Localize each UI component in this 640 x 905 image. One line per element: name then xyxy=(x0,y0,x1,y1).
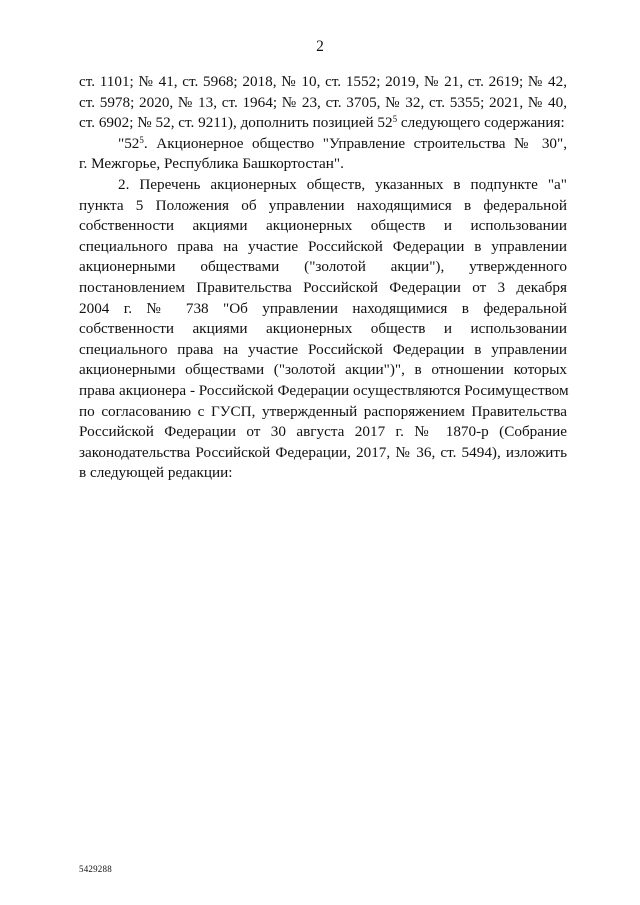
page-number: 2 xyxy=(316,38,324,55)
paragraph-start: 2. Перечень акционерных обществ, указанных в подпункте "а" xyxy=(118,175,567,193)
text-line: г. Межгорье, Республика Башкортостан". xyxy=(79,155,344,173)
position-item xyxy=(79,134,567,155)
text-line: в следующей редакции: xyxy=(79,464,233,482)
text-line: законодательства Российской Федерации, 2017, № 36, ст. 5494), изложить xyxy=(79,443,567,461)
document-body xyxy=(79,72,567,484)
superscript: 5 xyxy=(139,134,144,145)
text-line: по согласованию с ГУСП, утвержденный распоряжением Правительства xyxy=(79,402,567,420)
superscript: 5 xyxy=(392,114,398,125)
text-line: ст. 1101; № 41, ст. 5968; 2018, № 10, ст. 1552; 2019, № 21, ст. 2619; № 42, xyxy=(79,73,567,90)
text-line: акционерными обществами ("золотой акции"), утвержденного xyxy=(79,258,567,276)
text-fragment: "52 xyxy=(118,134,140,152)
text-line: пункта 5 Положения об управлении находящимися в федеральной xyxy=(79,196,567,214)
text-line: акционерными обществами ("золотой акции")", в отношении которых xyxy=(79,361,567,379)
text-line xyxy=(79,113,567,134)
text-line: собственности акциями акционерных обществ и использовании xyxy=(79,217,567,235)
text-line: Российской Федерации от 30 августа 2017 г. № 1870-р (Собрание xyxy=(79,423,567,441)
text-line: специального права на участие Российской Федерации в управлении xyxy=(79,340,567,358)
text-line: постановлением Правительства Российской Федерации от 3 декабря xyxy=(79,278,567,296)
text-fragment: ст. 6902; № 52, ст. 9211), дополнить позицией 52 xyxy=(79,114,393,132)
text-line: собственности акциями акционерных обществ и использовании xyxy=(79,320,567,338)
text-line: ст. 5978; 2020, № 13, ст. 1964; № 23, ст. 3705, № 32, ст. 5355; 2021, № 40, xyxy=(79,93,567,111)
text-line: 2004 г. № 738 "Об управлении находящимися в федеральной xyxy=(79,299,567,317)
document-code: 5429288 xyxy=(79,864,112,874)
text-fragment: . Акционерное общество "Управление строительства № 30", xyxy=(143,134,567,152)
text-line: специального права на участие Российской Федерации в управлении xyxy=(79,237,567,255)
text-fragment: следующего содержания: xyxy=(397,114,565,132)
text-line: права акционера - Российской Федерации осуществляются Росимуществом xyxy=(79,381,569,399)
